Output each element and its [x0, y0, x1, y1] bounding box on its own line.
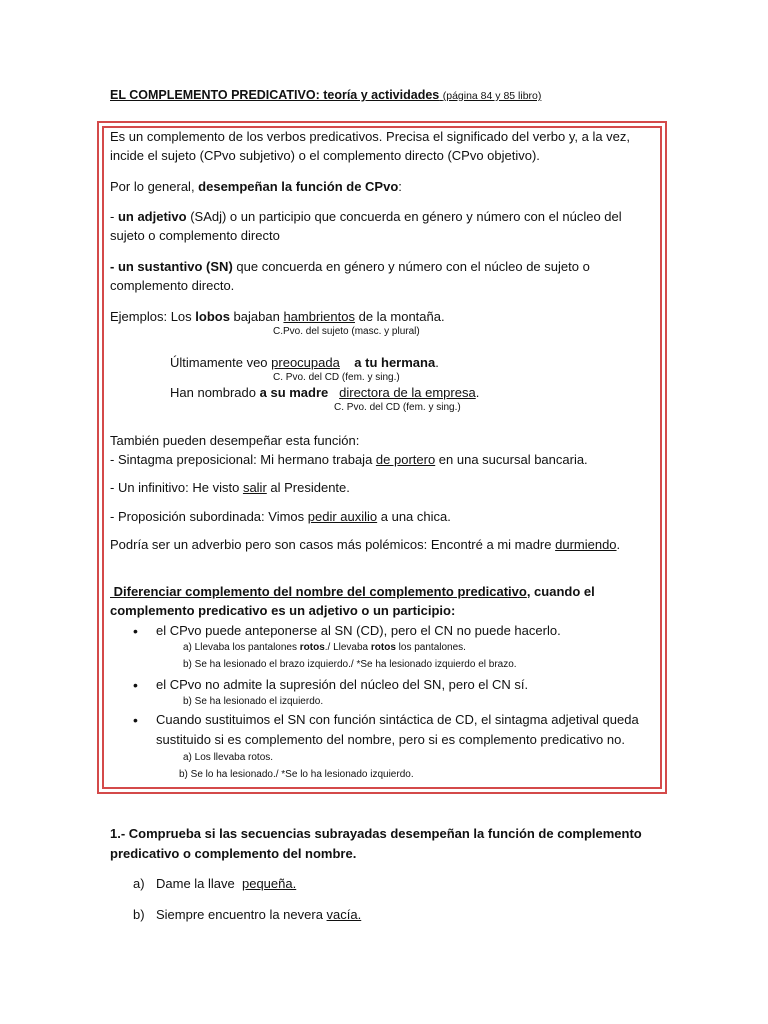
- adj-rest: (SAdj) o un participio que concuerda en género y número con el núcleo del: [186, 209, 622, 224]
- bullet-1-example-a: [183, 642, 466, 654]
- inf-a: - Un infinitivo: He visto: [110, 480, 243, 495]
- bullet-1-example-b: b) Se ha lesionado el brazo izquierdo./ *Se ha lesionado izquierdo el brazo.: [183, 659, 517, 670]
- ex1-e: de la montaña.: [354, 309, 445, 324]
- prop-a: - Proposición subordinada: Vimos: [110, 509, 308, 524]
- intro-line-1: Es un complemento de los verbos predicativos. Precisa el significado del verbo y, a la vez,: [110, 129, 631, 144]
- item-b-text: Siempre encuentro la nevera: [156, 907, 327, 922]
- bullet-1-text: el CPvo puede anteponerse al SN (CD), pero el CN no puede hacerlo.: [156, 623, 561, 638]
- ex1-c: bajaban: [229, 309, 284, 324]
- sust-bold: - un sustantivo (SN): [110, 259, 233, 274]
- differentiate-line-2: complemento predicativo es un adjetivo o un participio:: [110, 603, 456, 618]
- ex3-a: Han nombrado: [170, 385, 260, 400]
- bullet-2-marker: •: [133, 677, 138, 693]
- item-b-underlined: vacía.: [326, 907, 362, 922]
- item-a-text: Dame la llave: [156, 876, 242, 891]
- exercise-item-b: [156, 907, 361, 923]
- adj-bold: un adjetivo: [117, 209, 187, 224]
- general-line: [110, 179, 402, 195]
- exercise-item-a-label: a): [133, 876, 145, 891]
- ex3-e: .: [475, 385, 480, 400]
- adv-b: durmiendo: [555, 537, 617, 552]
- adjective-line-2: sujeto o complemento directo: [110, 228, 280, 243]
- b1a-5: los pantalones.: [395, 642, 466, 653]
- ex3-b: a su madre: [259, 385, 329, 400]
- exercise-1-line-1: 1.- Comprueba si las secuencias subrayadas desempeñan la función de complemento: [110, 826, 642, 841]
- also-heading: También pueden desempeñar esta función:: [110, 433, 360, 448]
- bullet-3-marker: •: [133, 712, 138, 728]
- title-page-ref: (página 84 y 85 libro): [442, 90, 542, 102]
- exercise-item-a: [156, 876, 296, 892]
- ex2-c: a tu hermana: [339, 355, 436, 370]
- prepositional-phrase-line: [110, 452, 588, 468]
- exercise-item-b-label: b): [133, 907, 145, 922]
- inf-b: salir: [242, 480, 267, 495]
- b1a-3: ./ Llevaba: [324, 642, 371, 653]
- example-3: [170, 385, 479, 401]
- example-2-note: C. Pvo. del CD (fem. y sing.): [273, 372, 400, 383]
- title-main: EL COMPLEMENTO PREDICATIVO: teoría y actividades: [110, 88, 440, 102]
- bullet-3-line-2: sustituido si es complemento del nombre, pero si es complemento predicativo no.: [156, 732, 625, 747]
- prop-c: a una chica.: [377, 509, 451, 524]
- item-a-underlined: pequeña.: [241, 876, 297, 891]
- sust-rest: que concuerda en género y número con el núcleo de sujeto o: [232, 259, 590, 274]
- intro-line-2: incide el sujeto (CPvo subjetivo) o el complemento directo (CPvo objetivo).: [110, 148, 540, 163]
- ex2-d: .: [435, 355, 439, 370]
- ex2-a: Últimamente veo: [170, 355, 272, 370]
- ex2-b: preocupada: [271, 355, 340, 370]
- diff-underlined: Diferenciar complemento del nombre del complemento predicativo: [110, 584, 527, 599]
- adv-a: Podría ser un adverbio pero son casos más polémicos: Encontré a mi madre: [110, 537, 556, 552]
- prop-b: pedir auxilio: [307, 509, 378, 524]
- general-bold: desempeñan la función de CPvo: [198, 179, 399, 194]
- adjective-line-1: [110, 209, 622, 225]
- bullet-2-text: el CPvo no admite la supresión del núcleo del SN, pero el CN sí.: [156, 677, 529, 692]
- example-3-note: C. Pvo. del CD (fem. y sing.): [334, 402, 461, 413]
- b1a-2: rotos: [299, 642, 325, 653]
- bullet-1-marker: •: [133, 623, 138, 639]
- b1a-4: rotos: [370, 642, 396, 653]
- ex1-d: hambrientos: [283, 309, 355, 324]
- example-1-note: C.Pvo. del sujeto (masc. y plural): [273, 326, 420, 337]
- sp-c: en una sucursal bancaria.: [435, 452, 588, 467]
- ex1-b: lobos: [195, 309, 230, 324]
- infinitive-line: [110, 480, 350, 496]
- noun-line-1: [110, 259, 590, 275]
- ex3-c: [328, 385, 339, 400]
- exercise-1-line-2: predicativo o complemento del nombre.: [110, 846, 357, 861]
- noun-line-2: complemento directo.: [110, 278, 235, 293]
- inf-c: al Presidente.: [266, 480, 350, 495]
- sp-a: - Sintagma preposicional: Mi hermano trabaja: [110, 452, 376, 467]
- example-2: [170, 355, 439, 371]
- example-1: [110, 309, 445, 325]
- subordinate-line: [110, 509, 451, 525]
- bullet-3-line-1: Cuando sustituimos el SN con función sintáctica de CD, el sintagma adjetival queda: [156, 712, 639, 727]
- ex3-d: directora de la empresa: [339, 385, 476, 400]
- general-suffix: :: [398, 179, 402, 194]
- sp-b: de portero: [375, 452, 436, 467]
- adv-c: .: [616, 537, 621, 552]
- adj-dash: -: [110, 209, 118, 224]
- b1a-1: a) Llevaba los pantalones: [183, 642, 300, 653]
- adverb-line: [110, 537, 620, 553]
- bullet-2-example-b: b) Se ha lesionado el izquierdo.: [183, 696, 324, 707]
- general-prefix: Por lo general,: [110, 179, 199, 194]
- ex1-a: Ejemplos: Los: [110, 309, 196, 324]
- differentiate-line-1: [110, 584, 595, 600]
- bullet-3-example-a: a) Los llevaba rotos.: [183, 752, 274, 763]
- diff-rest: , cuando el: [526, 584, 595, 599]
- bullet-3-example-b: b) Se lo ha lesionado./ *Se lo ha lesionado izquierdo.: [179, 769, 414, 780]
- page-title: [110, 88, 541, 102]
